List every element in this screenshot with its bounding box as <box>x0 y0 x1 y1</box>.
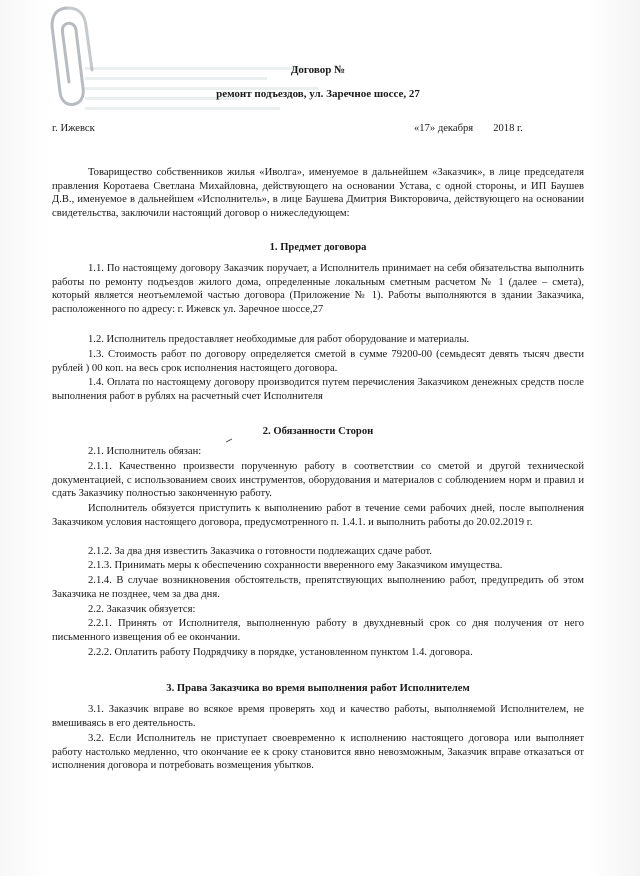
clause-2-1-1: 2.1.1. Качественно произвести порученную работу в соответствии со сметой и другой технической документацией, с использованием своих инструментов, оборудования и материалов с соблюдением норм и правил и сдать Заказчику полностью законченную работу. <box>52 461 584 500</box>
contract-date <box>414 122 523 136</box>
section-2-heading: 2. Обязанности Сторон <box>262 426 374 437</box>
clause-2-2-2: 2.2.2. Оплатить работу Подрядчику в порядке, установленном пунктом 1.4. договора. <box>88 647 473 658</box>
clause-1-2: 1.2. Исполнитель предоставляет необходимые для работ оборудование и материалы. <box>88 334 470 345</box>
clause-1-1: 1.1. По настоящему договору Заказчик поручает, а Исполнитель принимает на себя обязательства выполнить работы по ремонту подъездов жилого дома, определенные локальным сметным расчетом № 1 (далее – смета), который является неотъемлемой частью договора (Приложение № 1). Работы выполняются в здании Заказчика, расположенного по адресу: г. Ижевск ул. Заречное шоссе,27 <box>52 263 584 315</box>
city: г. Ижевск <box>52 123 95 134</box>
clause-3-2: 3.2. Если Исполнитель не приступает своевременно к исполнению настоящего договора или выполняет работу настолько медленно, что окончание ее к сроку становится явно невозможным, Заказчик вправе отказаться от исполнения договора и потребовать возмещения убытков. <box>52 733 584 772</box>
document-title: Договор № <box>290 64 346 76</box>
clause-2-2-1: 2.2.1. Принять от Исполнителя, выполненную работу в двухдневный срок со дня получения от него письменного извещения об ее окончании. <box>52 618 584 643</box>
clause-2-1: 2.1. Исполнитель обязан: <box>88 446 202 457</box>
clause-2-1-2: 2.1.2. За два дня известить Заказчика о готовности подлежащих сдаче работ. <box>88 546 432 557</box>
intro-paragraph: Товарищество собственников жилья «Иволга», именуемое в дальнейшем «Заказчик», в лице председателя правления Коротаева Светлана Михайловна, действующего на основании Устава, с одной стороны, и ИП Баушев Д.В., именуемое в дальнейшем «Исполнитель», в лице Баушева Дмитрия Викторовича, действующего на основании свидетельства, заключили настоящий договор о нижеследующем: <box>52 167 584 219</box>
date-year: 2018 г. <box>493 123 523 134</box>
clause-2-1-4: 2.1.4. В случае возникновения обстоятельств, препятствующих выполнению работ, предупредить об этом Заказчика не позднее, чем за два дня. <box>52 575 584 600</box>
date-day-month: «17» декабря <box>414 123 474 134</box>
clause-2-1-term: Исполнитель обязуется приступить к выполнению работ в течение семи рабочих дней, после выполнения Заказчиком условия настоящего договора, предусмотренного п. 1.4.1. и выполнить работы до 20.02.2019 г. <box>52 503 584 528</box>
section-1-heading: 1. Предмет договора <box>269 242 367 253</box>
clause-1-4: 1.4. Оплата по настоящему договору производится путем перечисления Заказчиком денежных средств после выполнения работ в рублях на расчетный счет Исполнителя <box>52 377 584 402</box>
clause-2-1-3: 2.1.3. Принимать меры к обеспечению сохранности вверенного ему Заказчиком имущества. <box>88 560 503 571</box>
document-subtitle: ремонт подъездов, ул. Заречное шоссе, 27 <box>216 88 420 100</box>
clause-1-3: 1.3. Стоимость работ по договору определяется сметой в сумме 79200-00 (семьдесят девять тысяч двести рублей ) 00 коп. на весь срок исполнения настоящего договора. <box>52 349 584 374</box>
ink-mark <box>226 438 232 443</box>
clause-3-1: 3.1. Заказчик вправе во всякое время проверять ход и качество работы, выполняемой Исполнителем, не вмешиваясь в его деятельность. <box>52 704 584 729</box>
clause-2-2: 2.2. Заказчик обязуется: <box>88 604 196 615</box>
section-3-heading: 3. Права Заказчика во время выполнения работ Исполнителем <box>166 683 470 694</box>
